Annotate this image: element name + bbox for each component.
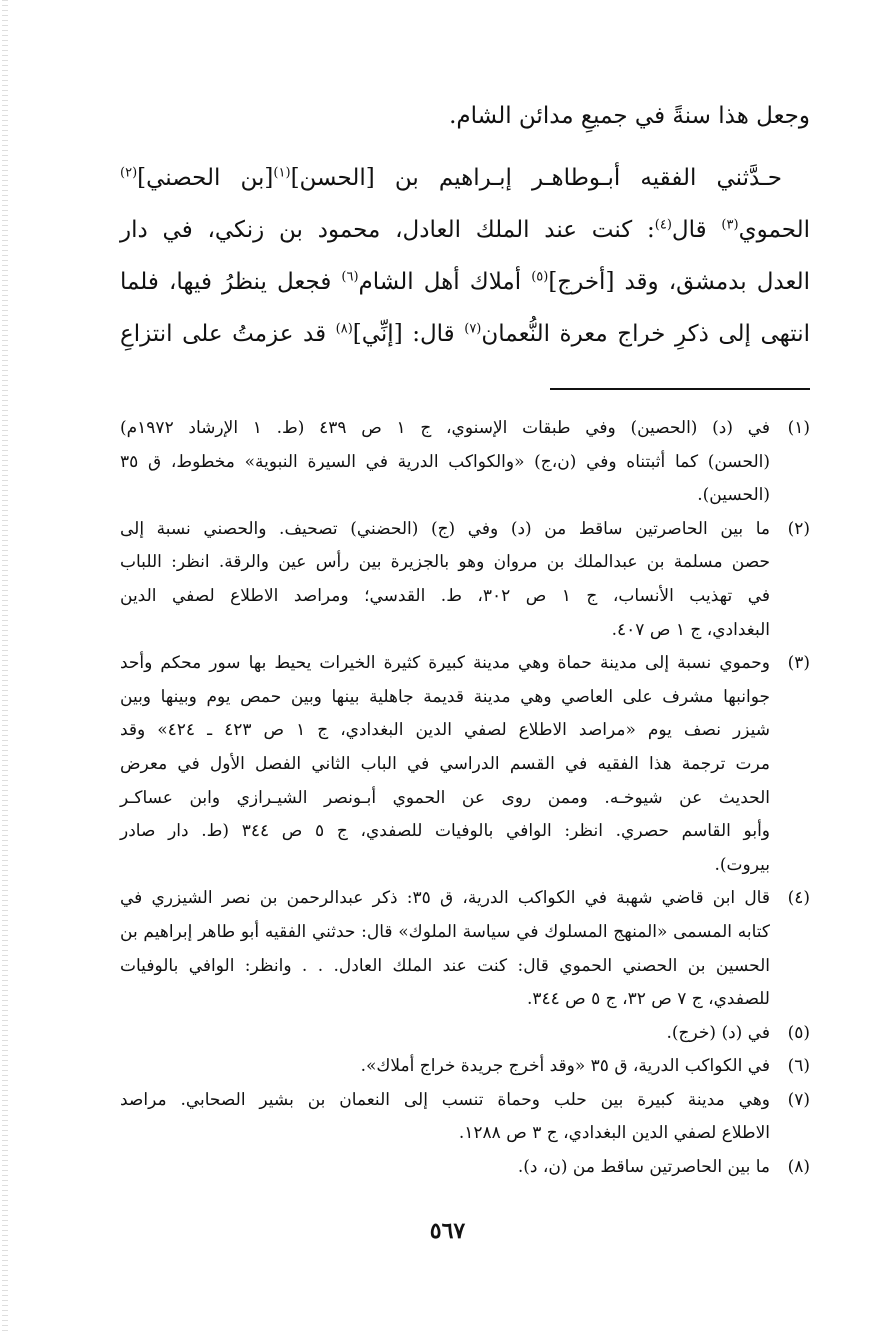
footnote-text bbox=[120, 1151, 770, 1185]
footnote-1 bbox=[120, 412, 810, 513]
footnote-8 bbox=[120, 1151, 810, 1185]
footnote-text bbox=[120, 1050, 770, 1084]
footnotes-block bbox=[120, 412, 810, 1185]
footnote-3 bbox=[120, 647, 810, 882]
main-text-segment: قد عزمتُ على انتزاعِ bbox=[120, 321, 336, 347]
footnote-number: (١) bbox=[787, 418, 810, 438]
footnote-text bbox=[120, 1084, 770, 1151]
footnote-line: شيزر نصف يوم «مراصد الاطلاع لصفي الدين البغدادي، ج ١ ص ٤٢٣ ـ ٤٢٤» وقد bbox=[120, 720, 770, 741]
footnote-number: (٨) bbox=[787, 1157, 810, 1178]
footnote-line: (الحسين). bbox=[697, 485, 770, 506]
main-text-line-1-text: وجعل هذا سنةً في جميعِ مدائن الشام. bbox=[449, 103, 810, 129]
footnote-ref-1: (١) bbox=[273, 165, 291, 181]
footnote-line: للصفدي، ج ٧ ص ٣٢، ج ٥ ص ٣٤٤. bbox=[526, 989, 770, 1010]
footnote-number: (٤) bbox=[787, 888, 810, 909]
footnote-line: ما بين الحاصرتين ساقط من (ن، د). bbox=[517, 1157, 770, 1178]
footnote-line: كتابه المسمى «المنهج المسلوك في سياسة الملوك» قال: حدثني الفقيه أبو طاهر إبراهيم بن bbox=[120, 921, 770, 942]
footnote-line: في الكواكب الدرية، ق ٣٥ «وقد أخرج جريدة خراج أملاك». bbox=[360, 1056, 770, 1077]
footnote-ref-5: (٥) bbox=[531, 269, 549, 285]
footnote-line: وحموي نسبة إلى مدينة حماة وهي مدينة كبيرة كثيرة الخيرات يحيط بها سور محكم وأحد bbox=[120, 653, 770, 674]
footnote-text bbox=[120, 513, 770, 647]
footnote-ref-4: (٤) bbox=[654, 217, 672, 233]
footnote-7 bbox=[120, 1084, 810, 1151]
footnote-line: وأبو القاسم حصري. انظر: الوافي بالوفيات للصفدي، ج ٥ ص ٣٤٤ (ط. دار صادر bbox=[120, 821, 770, 842]
footnote-ref-3: (٣) bbox=[721, 217, 739, 233]
footnote-line: البغدادي، ج ١ ص ٤٠٧. bbox=[611, 619, 770, 640]
main-text-line-3 bbox=[120, 204, 810, 256]
footnote-ref-8: (٨) bbox=[335, 321, 353, 337]
footnote-line: مرت ترجمة هذا الفقيه في القسم الدراسي في الباب الثاني الفصل الأول في معرض bbox=[120, 753, 770, 774]
main-text-line-5 bbox=[120, 308, 810, 360]
main-text-line-2 bbox=[120, 152, 810, 204]
main-text-segment: أملاك أهل الشام bbox=[358, 269, 532, 295]
footnote-2 bbox=[120, 513, 810, 647]
footnote-text bbox=[120, 412, 770, 513]
main-text-line-1 bbox=[120, 90, 810, 142]
footnote-number: (٣) bbox=[787, 653, 810, 674]
footnote-5 bbox=[120, 1017, 810, 1051]
footnote-line: في (د) (خرج). bbox=[666, 1022, 770, 1043]
footnote-line: قال ابن قاضي شهبة في الكواكب الدرية، ق ٣٥: ذكر عبدالرحمن بن نصر الشيزري في bbox=[120, 888, 770, 909]
main-text-segment: قال bbox=[671, 217, 722, 243]
main-text-segment: انتهى إلى ذكرِ خراج معرة النُّعمان bbox=[481, 321, 810, 347]
footnote-line: جوانبها مشرف على العاصي وهي مدينة قديمة جاهلية بينها وبين حمص يوم وبينها وبين bbox=[120, 686, 770, 707]
footnote-number: (٧) bbox=[787, 1089, 810, 1110]
footnote-text bbox=[120, 647, 770, 882]
footnote-separator-row bbox=[120, 360, 810, 390]
footnote-ref-6: (٦) bbox=[341, 269, 359, 285]
footnote-text bbox=[120, 882, 770, 1016]
footnote-ref-2: (٢) bbox=[120, 165, 138, 181]
footnote-line: ما بين الحاصرتين ساقط من (د) وفي (ج) (الحضني) تصحيف. والحصني نسبة إلى bbox=[120, 518, 770, 539]
footnote-line: الحسين بن الحصني الحموي قال: كنت عند الملك العادل. . . وانظر: الوافي بالوفيات bbox=[120, 955, 770, 976]
footnote-text bbox=[120, 1017, 770, 1051]
main-text-segment: الحموي bbox=[738, 217, 810, 243]
footnote-line: وهي مدينة كبيرة بين حلب وحماة تنسب إلى النعمان بن بشير الصحابي. مراصد bbox=[120, 1089, 770, 1110]
footnote-separator bbox=[550, 388, 810, 390]
footnote-line: في (د) (الحصين) وفي طبقات الإسنوي، ج ١ ص ٤٣٩ (ط. ١ الإرشاد ١٩٧٢م) bbox=[120, 418, 770, 438]
main-text-segment: قال: [إنِّي] bbox=[352, 321, 465, 347]
footnote-line: بيروت). bbox=[714, 854, 770, 875]
main-text-line-4 bbox=[120, 256, 810, 308]
main-text-segment: العدل بدمشق، وقد [أخرج] bbox=[548, 269, 810, 295]
page-edge-texture bbox=[2, 0, 8, 1335]
main-text-segment: فجعل ينظرُ فيها، فلما bbox=[120, 269, 342, 295]
footnote-line: في تهذيب الأنساب، ج ١ ص ٣٠٢، ط. القدسي؛ ومراصد الاطلاع لصفي الدين bbox=[120, 585, 770, 606]
footnote-number: (٥) bbox=[787, 1022, 810, 1043]
page-number: ٥٦٧ bbox=[429, 1218, 466, 1244]
footnote-line: حصن مسلمة بن عبدالملك بن مروان وهو بالجزيرة بين رأس عين والرقة. انظر: اللباب bbox=[120, 552, 770, 573]
main-text-segment: [بن الحصني] bbox=[137, 165, 274, 191]
footnote-line: الاطلاع لصفي الدين البغدادي، ج ٣ ص ١٢٨٨. bbox=[458, 1123, 770, 1144]
footnote-line: الحديث عن شيوخـه. وممن روى عن الحموي أبـونصر الشيـرازي وابن عساكـر bbox=[120, 787, 770, 808]
footnote-number: (٦) bbox=[787, 1056, 810, 1077]
main-text-segment: : كنت عند الملك العادل، محمود بن زنكي، في دار bbox=[120, 217, 655, 243]
footnote-6 bbox=[120, 1050, 810, 1084]
footnote-number: (٢) bbox=[787, 518, 810, 539]
book-page bbox=[120, 90, 810, 1185]
main-text-segment: حـدَّثني الفقيه أبـوطاهـر إبـراهيم بن [الحسن] bbox=[290, 165, 783, 191]
footnote-ref-7: (٧) bbox=[464, 321, 482, 337]
footnote-4 bbox=[120, 882, 810, 1016]
main-text-block bbox=[120, 90, 810, 360]
paragraph-gap bbox=[120, 142, 810, 152]
footnote-line: (الحسن) كما أثبتناه وفي (ن،ج) «والكواكب الدرية في السيرة النبوية» مخطوط، ق ٣٥ bbox=[120, 451, 770, 472]
